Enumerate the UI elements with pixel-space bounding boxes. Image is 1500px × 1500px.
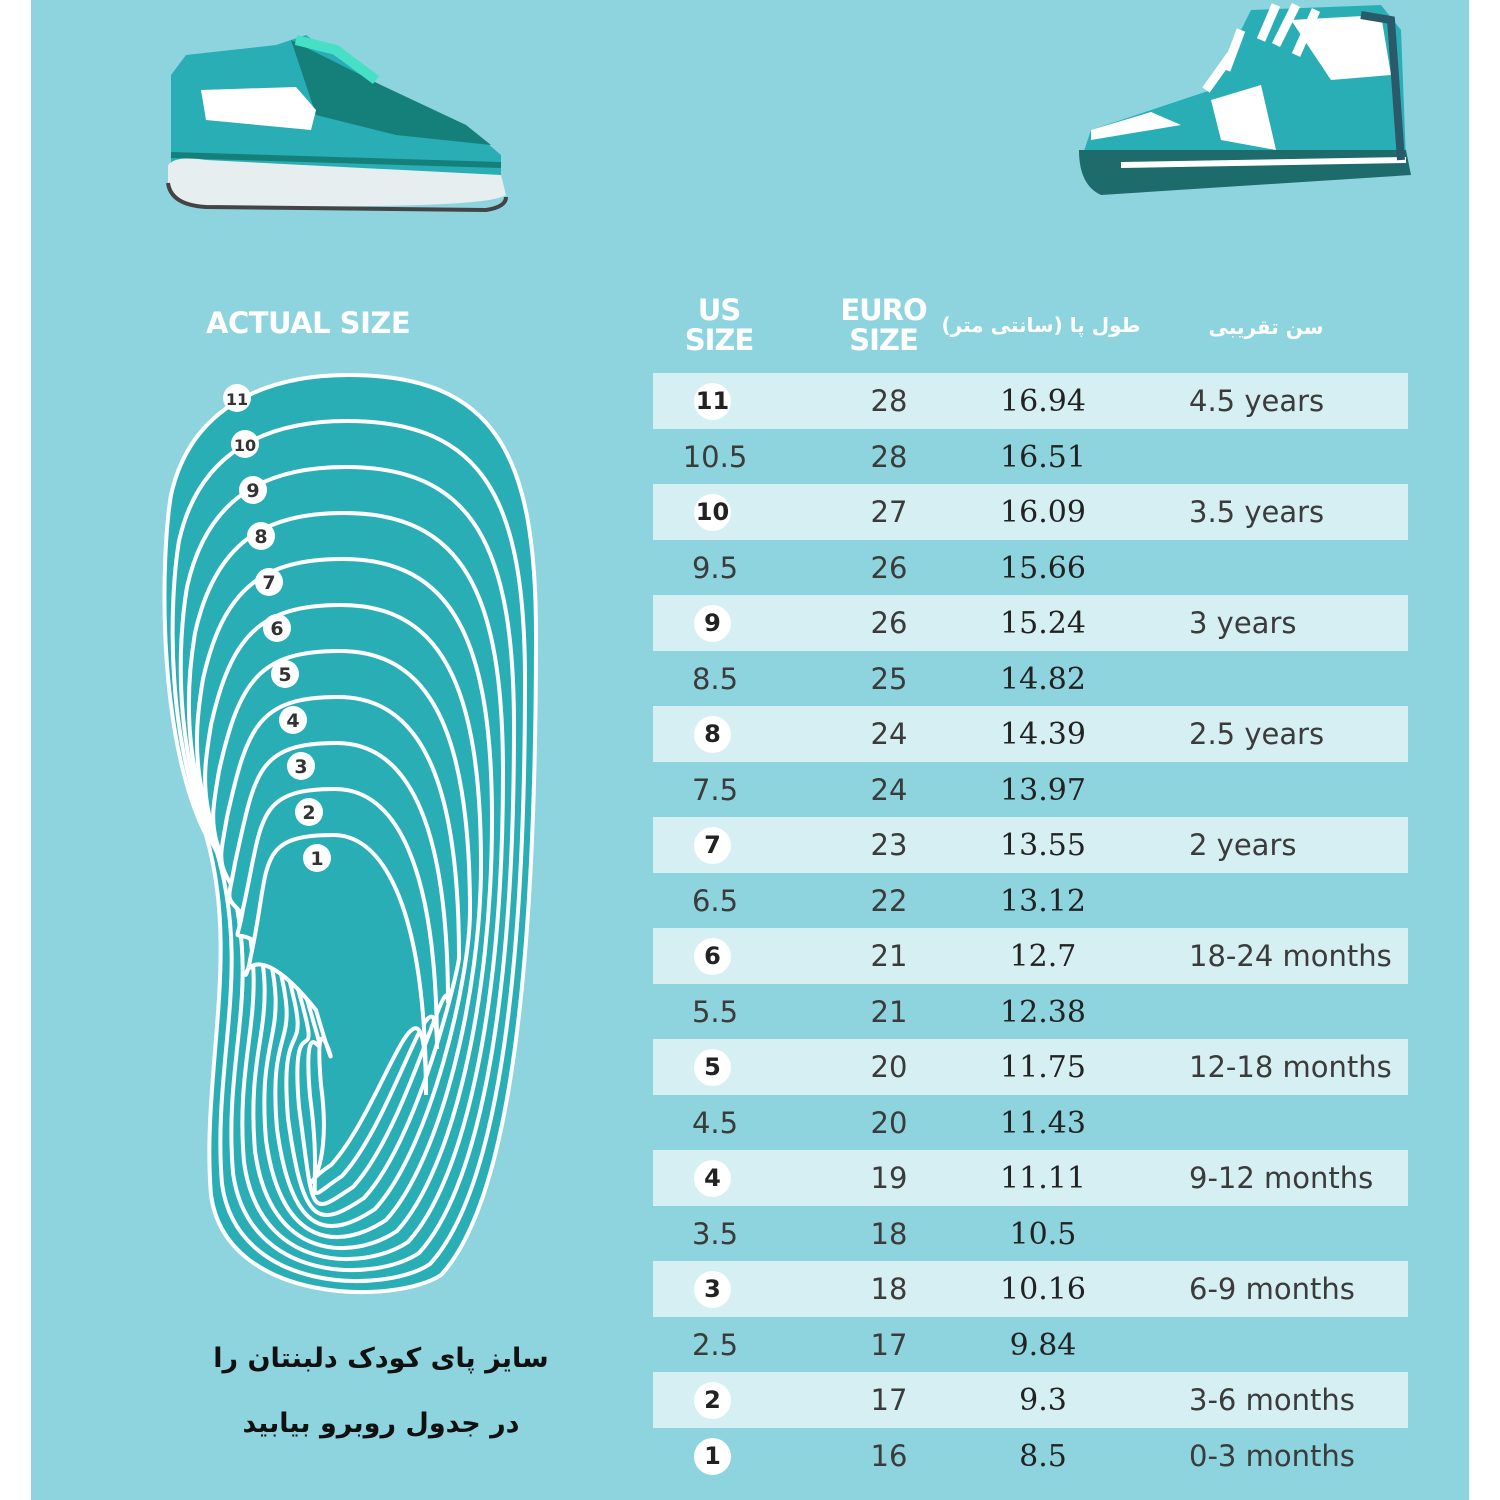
euro-size-cell: 18	[870, 1216, 908, 1251]
foot-length-cell: 9.84	[1009, 1327, 1077, 1363]
foot-length-cell: 16.94	[1000, 384, 1086, 419]
age-cell	[1189, 1095, 1408, 1151]
outline-size-badge	[231, 430, 259, 458]
us-size-badge: 8	[694, 716, 731, 753]
age-cell	[1189, 540, 1408, 596]
age-cell: 2 years	[1189, 828, 1297, 862]
outline-size-label: 3	[294, 756, 308, 778]
outline-size-label: 1	[310, 848, 324, 870]
foot-length-cell: 12.38	[1000, 994, 1086, 1030]
euro-size-cell: 21	[870, 994, 908, 1029]
euro-size-cell: 28	[870, 439, 908, 474]
us-size-badge: 7	[694, 827, 731, 864]
table-row	[653, 1261, 1408, 1317]
table-row	[653, 1428, 1408, 1484]
foot-outline-diagram	[141, 360, 561, 1320]
size-chart-panel	[31, 0, 1469, 1500]
table-row	[653, 1039, 1408, 1095]
euro-size-cell: 21	[870, 939, 908, 973]
age-cell: 3 years	[1189, 606, 1297, 640]
us-size-cell: 10.5	[682, 439, 748, 474]
euro-size-cell: 24	[870, 772, 908, 807]
age-cell: 4.5 years	[1189, 384, 1325, 418]
foot-length-cell: 11.75	[1000, 1050, 1086, 1085]
header-euro-line-1: EURO	[840, 293, 927, 327]
outline-size-badge	[247, 522, 275, 550]
age-cell: 12-18 months	[1189, 1050, 1392, 1084]
foot-length-cell: 10.5	[1009, 1216, 1077, 1252]
foot-length-cell: 9.3	[1019, 1383, 1067, 1418]
us-size-cell: 3.5	[691, 1216, 739, 1251]
euro-size-cell: 20	[870, 1105, 908, 1140]
foot-length-cell: 11.43	[1000, 1105, 1086, 1141]
euro-size-cell: 28	[870, 384, 908, 418]
foot-length-cell: 16.09	[1000, 495, 1086, 530]
age-cell	[1189, 873, 1408, 929]
outline-size-label: 7	[262, 572, 276, 594]
table-row	[653, 928, 1408, 984]
outline-size-label: 8	[254, 526, 268, 548]
foot-length-cell: 13.55	[1000, 828, 1086, 863]
foot-length-cell: 11.11	[1000, 1161, 1086, 1196]
table-row	[653, 984, 1408, 1040]
table-row	[653, 1095, 1408, 1151]
us-size-cell: 8.5	[691, 661, 739, 696]
outline-size-badge	[279, 706, 307, 734]
caption-line-1: سایز پای کودک دلبنتان را	[213, 1343, 549, 1374]
outline-size-badge	[271, 660, 299, 688]
outline-size-badge	[303, 844, 331, 872]
us-size-badge: 2	[694, 1382, 731, 1419]
header-euro-size	[831, 295, 936, 355]
outline-size-label: 10	[233, 436, 257, 455]
age-cell: 0-3 months	[1189, 1438, 1355, 1473]
header-approx-age: سن تقریبی	[1208, 315, 1324, 339]
outline-size-badge	[239, 476, 267, 504]
age-cell	[1189, 429, 1408, 485]
size-table	[653, 373, 1408, 1483]
header-us-line-1: US	[697, 293, 741, 327]
high-top-sneaker-icon	[1061, 0, 1421, 215]
table-row	[653, 762, 1408, 818]
us-size-badge: 11	[694, 383, 731, 420]
outline-size-badge	[255, 568, 283, 596]
age-cell	[1189, 1317, 1408, 1373]
us-size-cell: 4.5	[691, 1105, 739, 1140]
table-row	[653, 1317, 1408, 1373]
euro-size-cell: 23	[870, 828, 908, 862]
foot-length-cell: 13.97	[1000, 772, 1086, 808]
outline-size-label: 5	[278, 664, 292, 686]
age-cell: 3-6 months	[1189, 1383, 1355, 1417]
us-size-cell: 9.5	[691, 550, 739, 585]
caption-line-2: در جدول روبرو بیابید	[242, 1408, 520, 1439]
header-foot-length: طول پا (سانتی متر)	[941, 313, 1141, 337]
us-size-badge: 4	[694, 1160, 731, 1197]
foot-length-cell: 13.12	[1000, 883, 1086, 919]
outline-size-label: 4	[286, 710, 300, 732]
euro-size-cell: 22	[870, 883, 908, 918]
age-cell: 3.5 years	[1189, 495, 1325, 529]
us-size-cell: 6.5	[691, 883, 739, 918]
euro-size-cell: 25	[870, 661, 908, 696]
euro-size-cell: 26	[870, 606, 908, 640]
header-us-line-2: SIZE	[684, 323, 754, 357]
foot-length-cell: 16.51	[1000, 439, 1086, 475]
us-size-badge: 3	[694, 1271, 731, 1308]
table-row	[653, 373, 1408, 429]
age-cell	[1189, 651, 1408, 707]
foot-length-cell: 15.66	[1000, 550, 1086, 586]
euro-size-cell: 26	[870, 550, 908, 585]
euro-size-cell: 19	[870, 1161, 908, 1195]
outline-size-badge	[287, 752, 315, 780]
euro-size-cell: 20	[870, 1050, 908, 1084]
euro-size-cell: 17	[870, 1383, 908, 1417]
foot-length-cell: 12.7	[1009, 939, 1077, 974]
outline-size-label: 2	[302, 802, 316, 824]
table-row	[653, 484, 1408, 540]
table-row	[653, 595, 1408, 651]
age-cell: 18-24 months	[1189, 939, 1392, 973]
outline-size-label: 6	[270, 618, 284, 640]
euro-size-cell: 18	[870, 1272, 908, 1306]
outline-size-label: 11	[225, 390, 249, 409]
us-size-badge: 9	[694, 605, 731, 642]
us-size-badge: 5	[694, 1049, 731, 1086]
foot-length-cell: 10.16	[1000, 1272, 1086, 1307]
outline-size-badge	[263, 614, 291, 642]
low-top-sneaker-icon	[146, 15, 516, 215]
age-cell	[1189, 1206, 1408, 1262]
us-size-badge: 1	[694, 1438, 731, 1475]
age-cell	[1189, 762, 1408, 818]
us-size-cell: 5.5	[691, 994, 739, 1029]
us-size-cell: 7.5	[691, 772, 739, 807]
age-cell: 2.5 years	[1189, 717, 1325, 751]
euro-size-cell: 27	[870, 495, 908, 529]
us-size-cell: 2.5	[691, 1327, 739, 1362]
outline-size-badge	[295, 798, 323, 826]
age-cell: 9-12 months	[1189, 1161, 1374, 1195]
foot-length-cell: 15.24	[1000, 606, 1086, 641]
header-euro-line-2: SIZE	[849, 323, 918, 357]
table-row	[653, 706, 1408, 762]
us-size-badge: 10	[694, 494, 731, 531]
foot-length-cell: 14.39	[1000, 717, 1086, 752]
table-row	[653, 873, 1408, 929]
us-size-badge: 6	[694, 938, 731, 975]
table-row	[653, 1206, 1408, 1262]
foot-length-cell: 8.5	[1019, 1438, 1067, 1474]
outline-size-label: 9	[246, 480, 260, 502]
table-row	[653, 817, 1408, 873]
euro-size-cell: 24	[870, 717, 908, 751]
euro-size-cell: 17	[870, 1327, 908, 1362]
table-row	[653, 1372, 1408, 1428]
age-cell	[1189, 984, 1408, 1040]
outline-size-badge	[223, 384, 251, 412]
header-us-size	[669, 295, 769, 355]
foot-length-cell: 14.82	[1000, 661, 1086, 697]
table-row	[653, 429, 1408, 485]
table-row	[653, 540, 1408, 596]
actual-size-title: ACTUAL SIZE	[206, 306, 411, 340]
euro-size-cell: 16	[870, 1438, 908, 1473]
age-cell: 6-9 months	[1189, 1272, 1355, 1306]
table-row	[653, 651, 1408, 707]
table-row	[653, 1150, 1408, 1206]
